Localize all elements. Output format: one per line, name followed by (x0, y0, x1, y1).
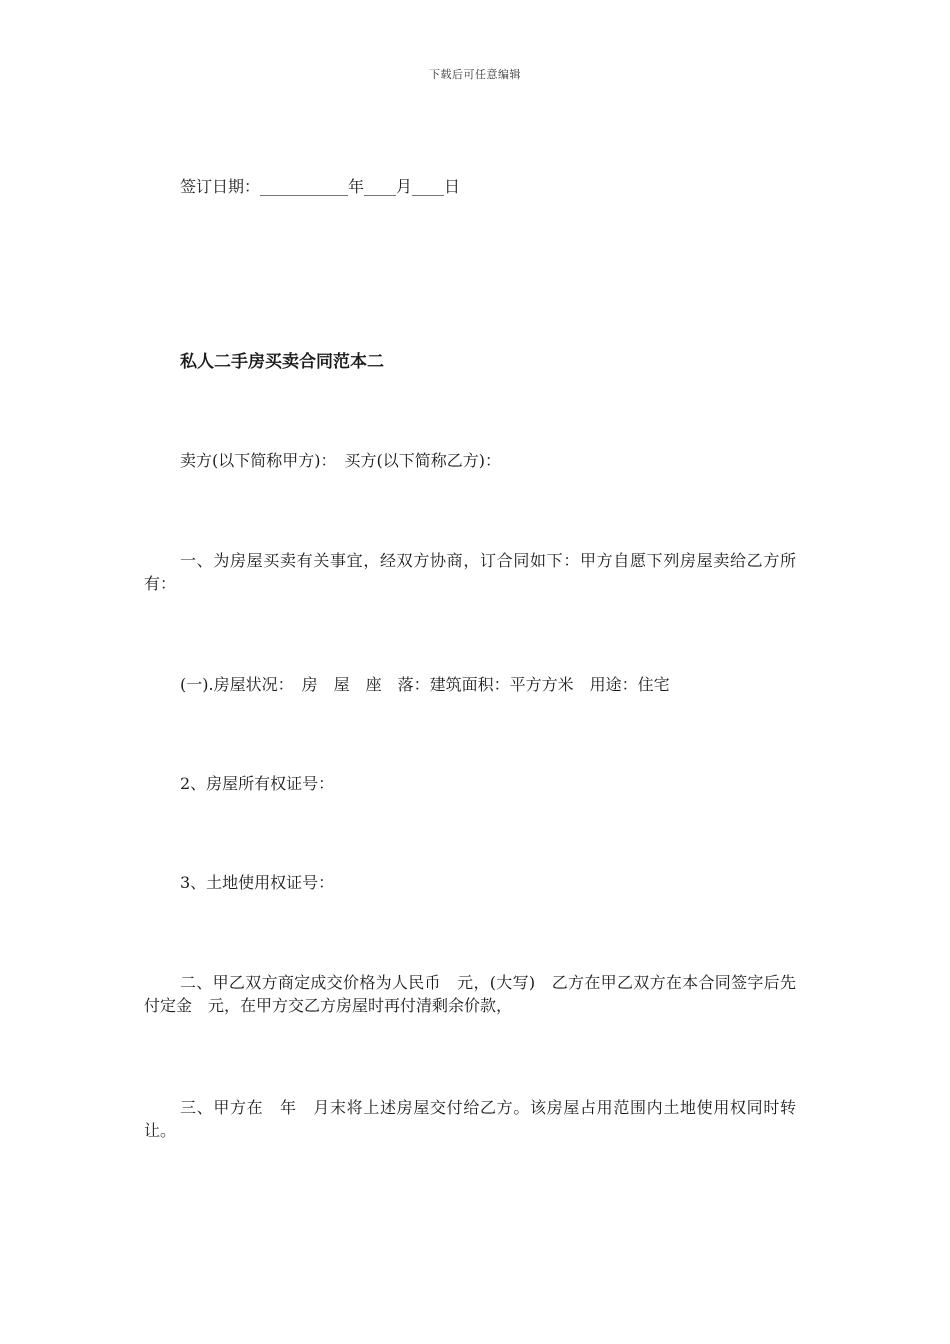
sign-date-line: 签订日期：___________年____月____日 (180, 177, 461, 196)
page-header-note: 下载后可任意编辑 (429, 68, 521, 81)
clause-1-paragraph: 一、为房屋买卖有关事宜，经双方协商，订合同如下：甲方自愿下列房屋卖给乙方所有： (144, 551, 796, 593)
contract-title: 私人二手房买卖合同范本二 (180, 352, 384, 372)
clause-2-paragraph: 二、甲乙双方商定成交价格为人民币 元，(大写) 乙方在甲乙双方在本合同签字后先付定金 元，在甲方交乙方房屋时再付清剩余价款， (144, 973, 796, 1015)
land-certificate-item: 3、土地使用权证号： (180, 873, 335, 892)
clause-3-paragraph: 三、甲方在 年 月末将上述房屋交付给乙方。该房屋占用范围内土地使用权同时转让。 (144, 1098, 796, 1140)
parties-line: 卖方(以下简称甲方)： 买方(以下简称乙方)： (180, 451, 501, 470)
property-certificate-item: 2、房屋所有权证号： (180, 774, 335, 793)
house-status-item: (一).房屋状况： 房 屋 座 落：建筑面积：平方方米 用途：住宅 (180, 675, 670, 694)
